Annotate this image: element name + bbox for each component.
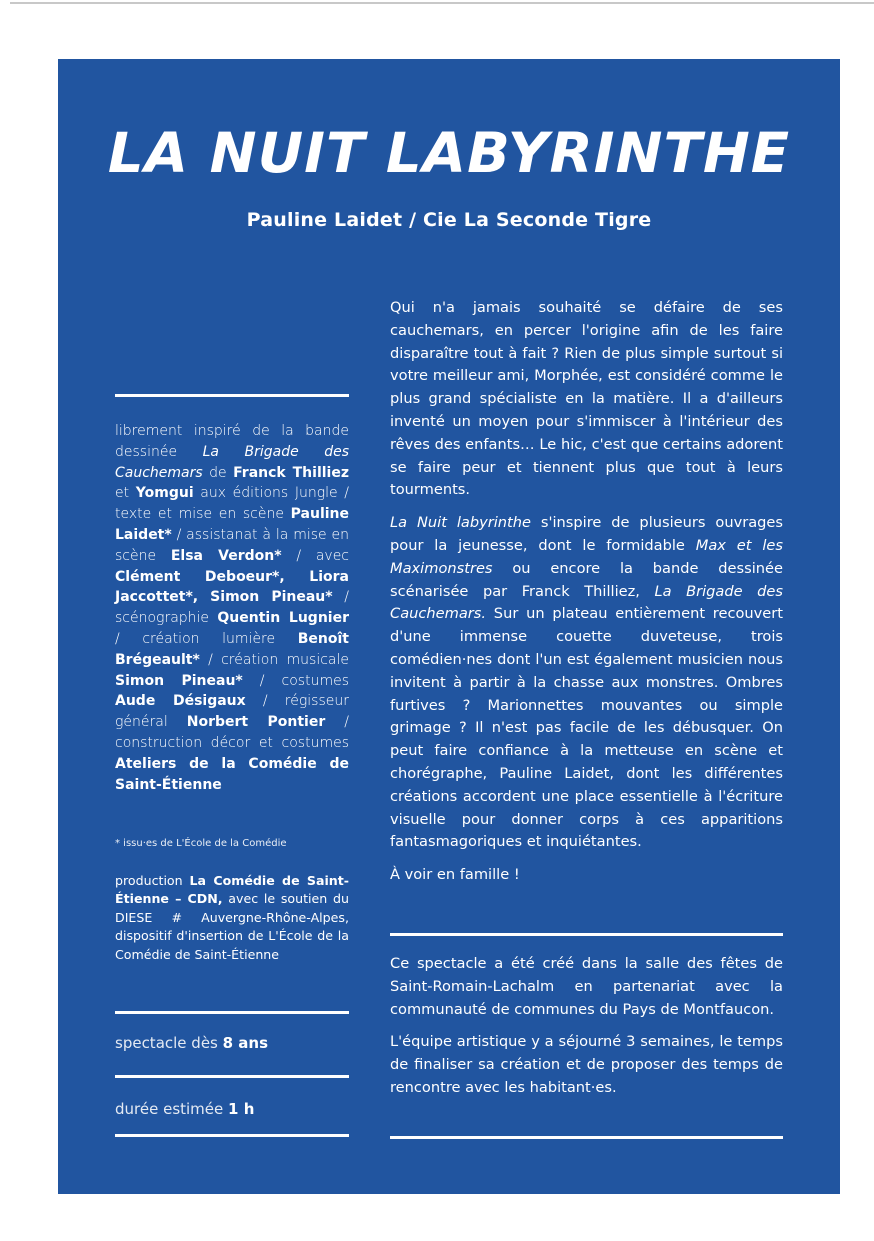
- footnote: * issu·es de L'École de la Comédie: [115, 838, 287, 849]
- credit-role: / costumes: [242, 672, 349, 689]
- duration-info: [115, 1099, 349, 1120]
- credit-name: Simon Pineau*: [115, 672, 243, 689]
- credit-name: Clément Deboeur*, Liora Jaccottet*, Simon Pineau*: [115, 568, 349, 606]
- subtitle: Pauline Laidet / Cie La Seconde Tigre: [246, 209, 652, 231]
- credit-role: et: [115, 485, 136, 502]
- credit-role: / scénographie: [115, 589, 349, 627]
- residence-paragraph-1: Ce spectacle a été créé dans la salle des fêtes de Saint-Romain-Lachalm en partenariat avec la communauté de communes du Pays de Montfaucon.: [390, 955, 783, 1018]
- residence-paragraph-2: L'équipe artistique y a séjourné 3 semaines, le temps de finaliser sa création et de proposer des temps de rencontre avec les habitant·es.: [390, 1033, 783, 1096]
- credit-name: Franck Thilliez: [233, 464, 349, 481]
- synopsis-text-b: ou encore la bande dessinée scénarisée par Franck Thilliez,: [390, 559, 783, 600]
- credit-role: / assistanat à la mise en scène: [115, 526, 349, 564]
- credit-role: / construction décor et costumes: [115, 714, 349, 751]
- credit-name: Aude Désigaux: [115, 693, 246, 710]
- credit-name: Yomgui: [135, 485, 194, 502]
- credits-text: [115, 423, 349, 793]
- credits-block: [115, 421, 349, 795]
- production-prefix: production: [115, 873, 190, 888]
- credit-name: Benoît Brégeault*: [115, 630, 349, 668]
- credit-role: La Brigade des Cauchemars: [115, 443, 349, 481]
- production-rest: avec le soutien du DIESE # Auvergne-Rhône-Alpes, dispositif d'insertion de L'École de la Comédie de Saint-Étienne: [115, 891, 349, 962]
- duration-label: durée estimée: [115, 1100, 229, 1118]
- credit-name: Norbert Pontier: [186, 714, 326, 731]
- credit-role: aux éditions Jungle / texte et mise en scène: [115, 485, 349, 523]
- synopsis-paragraph-1: Qui n'a jamais souhaité se défaire de ses cauchemars, en percer l'origine afin de les faire disparaître tout à fait ? Rien de plus simple surtout si votre meilleur ami, Morphée, est considéré comme le plus grand spécialiste en la matière. Il a d'ailleurs inventé un moyen pour s'immiscer à l'intérieur des rêves des enfants… Le hic, c'est que certains adorent se faire peur et tiennent plus que tout à leurs tourments.: [390, 299, 783, 499]
- divider-right-1: [390, 933, 783, 936]
- show-title-italic: La Nuit labyrinthe: [390, 514, 531, 532]
- production-info: [115, 872, 349, 964]
- blue-panel: [58, 59, 840, 1194]
- age-label: spectacle dès: [115, 1034, 223, 1052]
- credit-name: Elsa Verdon*: [170, 547, 282, 564]
- synopsis: [390, 297, 783, 897]
- page-title: LA NUIT LABYRINTHE: [107, 121, 791, 185]
- credit-name: Pauline Laidet*: [115, 506, 349, 543]
- divider-right-2: [390, 1136, 783, 1139]
- bd-title-italic: La Brigade des Cauchemars.: [390, 582, 783, 623]
- divider-left-2: [115, 1075, 349, 1078]
- residence-info: [390, 953, 783, 1110]
- credit-role: / création lumière: [115, 630, 298, 647]
- age-value: 8 ans: [222, 1034, 269, 1052]
- credit-role: / création musicale: [199, 651, 349, 668]
- credit-role: / avec: [281, 547, 350, 564]
- credit-role: librement inspiré de la bande dessinée: [115, 423, 349, 460]
- credit-role: de: [202, 464, 234, 481]
- age-info: [115, 1033, 349, 1054]
- synopsis-paragraph-3: À voir en famille !: [390, 866, 520, 884]
- credit-name: Quentin Lugnier: [217, 610, 349, 627]
- book-title-italic: Max et les Maximonstres: [390, 536, 783, 577]
- divider-left-1: [115, 1011, 349, 1014]
- credit-name: Ateliers de la Comédie de Saint-Étienne: [115, 755, 349, 793]
- credit-role: / régisseur général: [115, 693, 349, 731]
- synopsis-text-c: Sur un plateau entièrement recouvert d'une immense couette duveteuse, trois comédien·nes dont l'un est également musicien nous invitent à partir à la chasse aux monstres. Ombres furtives ? Marionnettes mouvantes ou simple grimage ? Il n'est pas facile de les débusquer. On peut faire confiance à la metteuse en scène et chorégraphe, Pauline Laidet, dont les différentes créations accordent une place essentielle à l'écriture visuelle pour donner corps à ces apparitions fantasmagoriques et inquiétantes.: [390, 605, 783, 851]
- divider-left-top: [115, 394, 349, 397]
- duration-value: 1 h: [228, 1100, 255, 1118]
- scan-edge-line: [10, 2, 874, 4]
- synopsis-paragraph-2: [390, 512, 783, 854]
- producer-name: La Comédie de Saint-Étienne – CDN,: [115, 873, 349, 907]
- synopsis-text-a: s'inspire de plusieurs ouvrages pour la jeunesse, dont le formidable: [390, 514, 783, 554]
- divider-left-3: [115, 1134, 349, 1137]
